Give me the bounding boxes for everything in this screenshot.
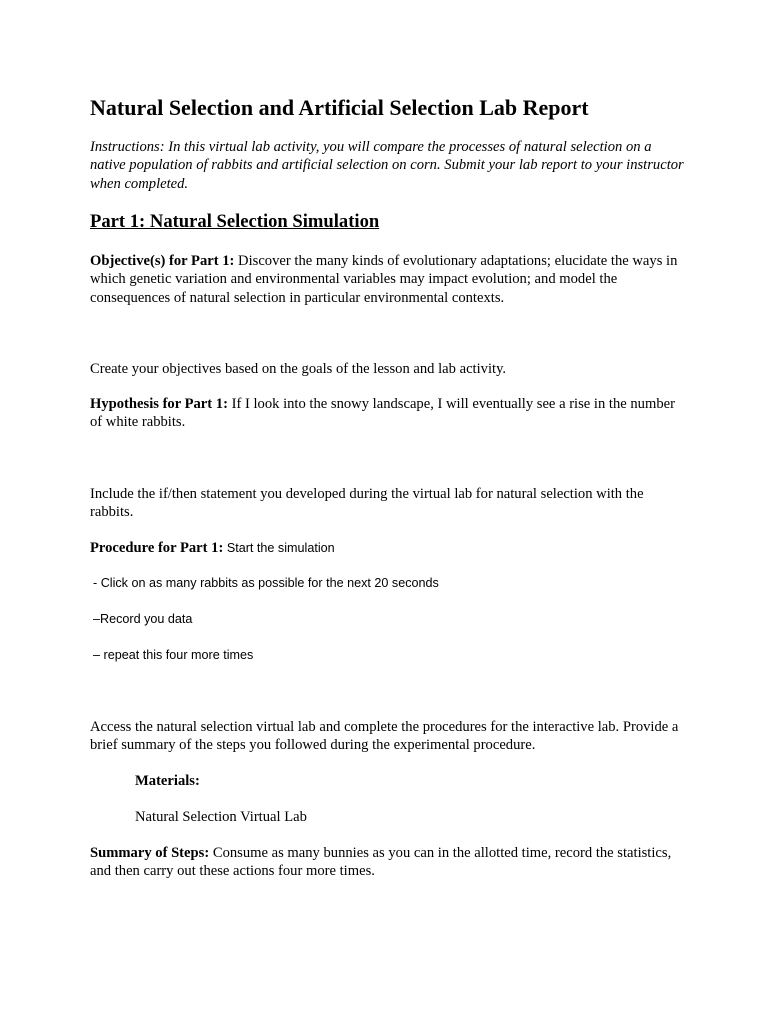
objective-label: Objective(s) for Part 1:	[90, 253, 235, 269]
materials-label: Materials:	[135, 773, 200, 789]
summary-text: Consume as many bunnies as you can in the allotted time, record the statistics, and then carry out these actions four more times.	[90, 845, 672, 880]
procedure-label: Procedure for Part 1:	[90, 540, 224, 556]
objective-prompt: Create your objectives based on the goals of the lesson and lab activity.	[90, 361, 507, 377]
hypothesis-label: Hypothesis for Part 1:	[90, 396, 228, 412]
instructions-text: Instructions: In this virtual lab activity, you will compare the processes of natural selection on a native population of rabbits and artificial selection on corn. Submit your lab report to your instructor when completed.	[90, 139, 684, 192]
procedure-step: - Click on as many rabbits as possible for the next 20 seconds	[93, 576, 439, 590]
objective-paragraph	[90, 252, 690, 307]
hypothesis-paragraph	[90, 395, 690, 432]
procedure-prompt: Access the natural selection virtual lab and complete the procedures for the interactive lab. Provide a brief summary of the steps you followed during the experimental procedure.	[90, 719, 679, 754]
procedure-paragraph	[90, 539, 690, 557]
part1-heading: Part 1: Natural Selection Simulation	[90, 211, 380, 232]
document-title: Natural Selection and Artificial Selection Lab Report	[90, 95, 589, 120]
objective-text: Discover the many kinds of evolutionary adaptations; elucidate the ways in which genetic variation and environmental variables may impact evolution; and model the consequences of natural selection in particular environmental contexts.	[90, 253, 678, 306]
summary-paragraph	[90, 844, 690, 881]
procedure-text: Start the simulation	[223, 541, 335, 555]
summary-label: Summary of Steps:	[90, 845, 210, 861]
materials-item: Natural Selection Virtual Lab	[135, 809, 307, 825]
hypothesis-text: If I look into the snowy landscape, I will eventually see a rise in the number of white rabbits.	[90, 396, 675, 431]
hypothesis-prompt: Include the if/then statement you developed during the virtual lab for natural selection with the rabbits.	[90, 486, 644, 521]
procedure-step: – repeat this four more times	[93, 648, 254, 662]
procedure-step: –Record you data	[93, 612, 193, 626]
